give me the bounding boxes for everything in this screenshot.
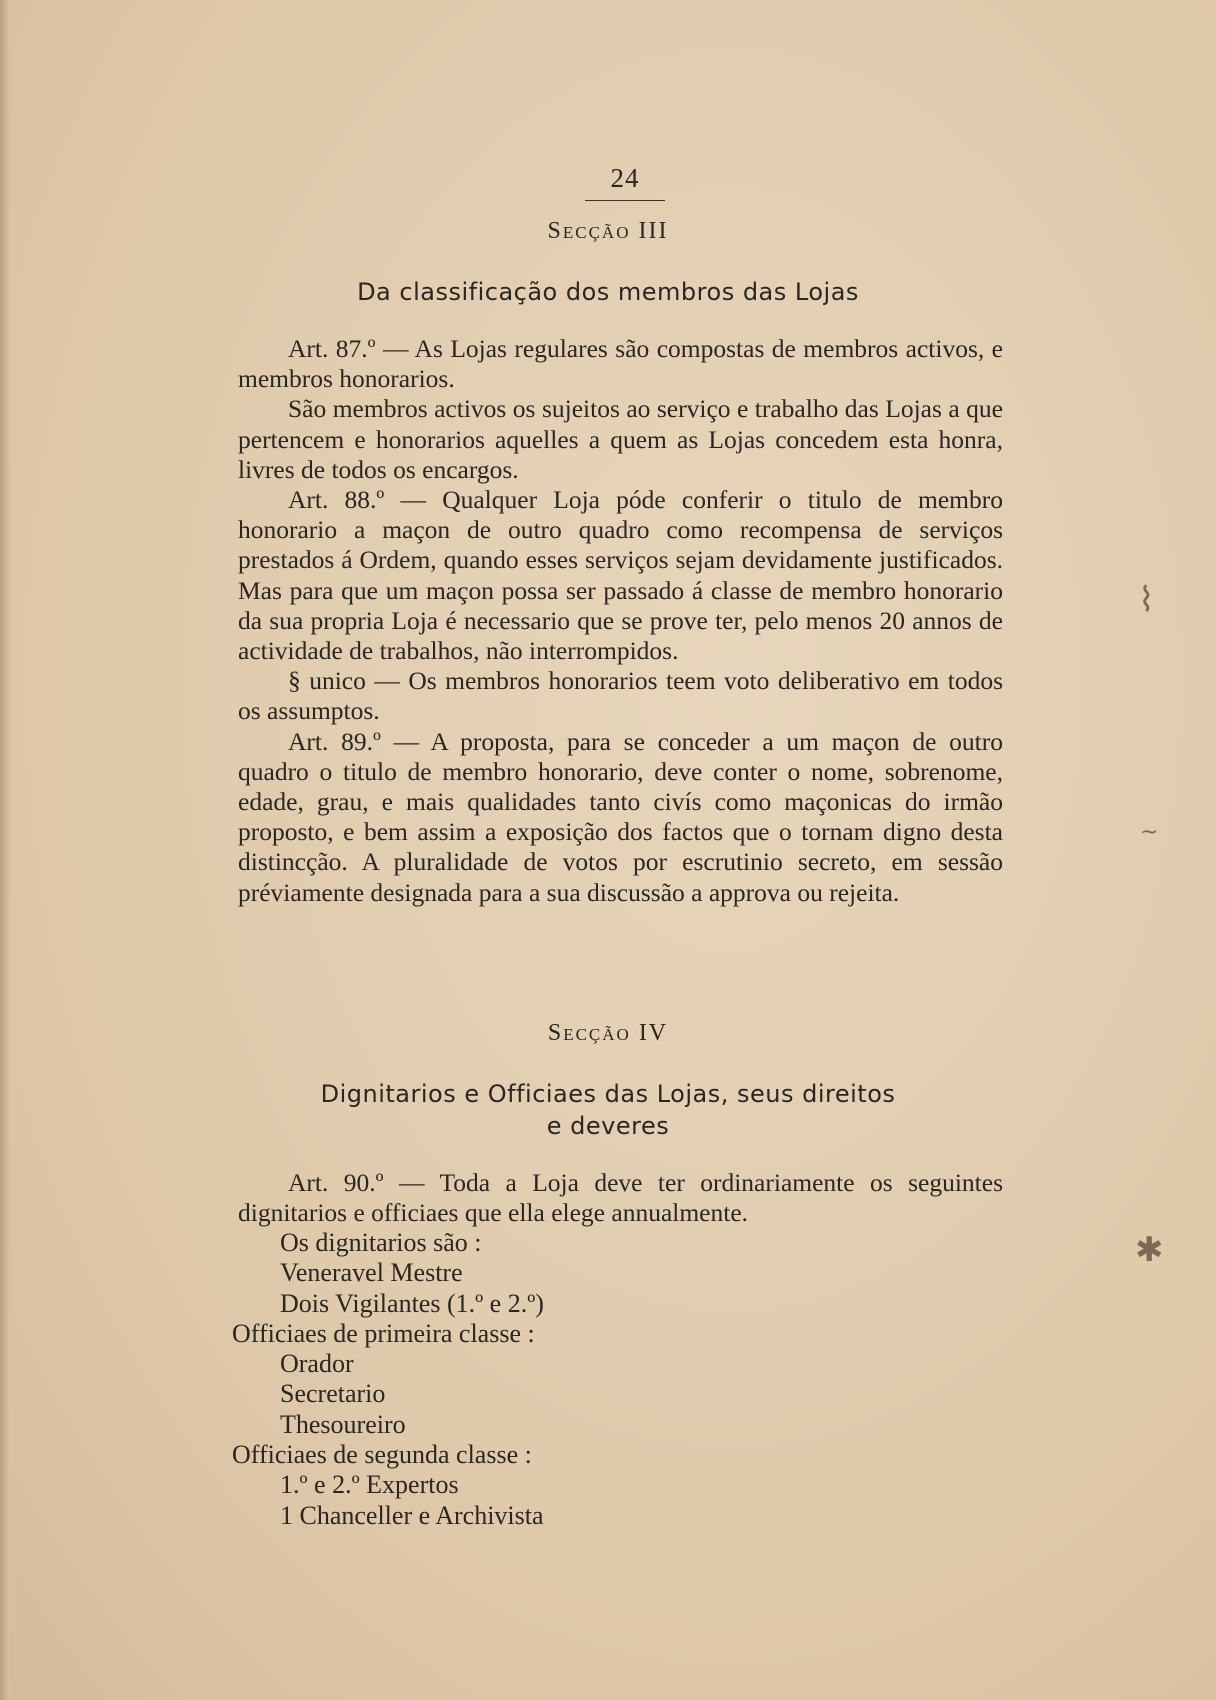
list-item: Veneravel Mestre [280,1258,463,1288]
article-87: Art. 87.º — As Lojas regulares são compostas de membros activos, e membros honorarios. [238,334,1003,394]
list-item: Thesoureiro [280,1409,406,1439]
section-3-title: Da classificação dos membros das Lojas [357,278,859,306]
article-88-paragraph-unico: § unico — Os membros honorarios teem voto deliberativo em todos os assumptos. [238,666,1003,726]
section-3-body [238,334,1003,908]
page-number-rule [585,200,665,201]
list-item: Secretario [280,1379,386,1409]
article-88: Art. 88.º — Qualquer Loja póde conferir o titulo de membro honorario a maçon de outro quadro como recompensa de serviços prestados á Ordem, quando esses serviços sejam devidamente justificados. Mas para que um maçon possa ser passado á classe de membro honorario da sua propria Loja é necessario que se prove ter, pelo menos 20 annos de actividade de trabalhos, não interrompidos. [238,485,1003,666]
page-number: 24 [610,163,640,193]
section-4-number: IV [638,1020,669,1046]
article-87-definition: São membros activos os sujeitos ao serviço e trabalho das Lojas a que pertencem e honorarios aquelles a quem as Lojas concedem esta honra, livres de todos os encargos. [238,394,1003,484]
section-3-label: Secção [547,218,631,244]
list-item: Orador [280,1349,354,1379]
margin-ink-mark-icon: ~ [1140,820,1159,845]
article-89: Art. 89.º — A proposta, para se conceder a um maçon de outro quadro o titulo de membro honorario, deve conter o nome, sobrenome, edade, grau, e mais qualidades tanto civís como maçonicas do irmão proposto, e bem assim a exposição dos factos que o tornam digno desta distincção. A pluralidade de votos por escrutinio secreto, em sessão préviamente designada para a sua discussão a approva ou rejeita. [238,726,1003,907]
section-4-title-line1: Dignitarios e Officiaes das Lojas, seus direitos [320,1080,896,1108]
section-4-body [238,1168,1003,1228]
list-item: 1.º e 2.º Expertos [280,1470,459,1500]
list-item: Os dignitarios são : [280,1228,482,1257]
list-item: 1 Chanceller e Archivista [280,1500,544,1530]
page-left-edge [0,0,10,1700]
margin-ink-mark-icon: ✱ [1135,1230,1164,1270]
section-3-number: III [638,218,669,244]
officers-list [232,1228,732,1531]
section-4-label: Secção [547,1020,631,1046]
section-4-heading [0,1020,1216,1047]
article-90: Art. 90.º — Toda a Loja deve ter ordinariamente os seguintes dignitarios e officiaes que ella elege annualmente. [238,1168,1003,1228]
list-item: Officiaes de segunda classe : [232,1440,532,1470]
list-item: Dois Vigilantes (1.º e 2.º) [280,1288,544,1318]
section-3-heading [0,218,1216,245]
section-4-title-line2: e deveres [546,1112,670,1140]
list-item: Officiaes de primeira classe : [232,1318,535,1348]
margin-ink-mark-icon: ⌇ [1138,580,1155,620]
